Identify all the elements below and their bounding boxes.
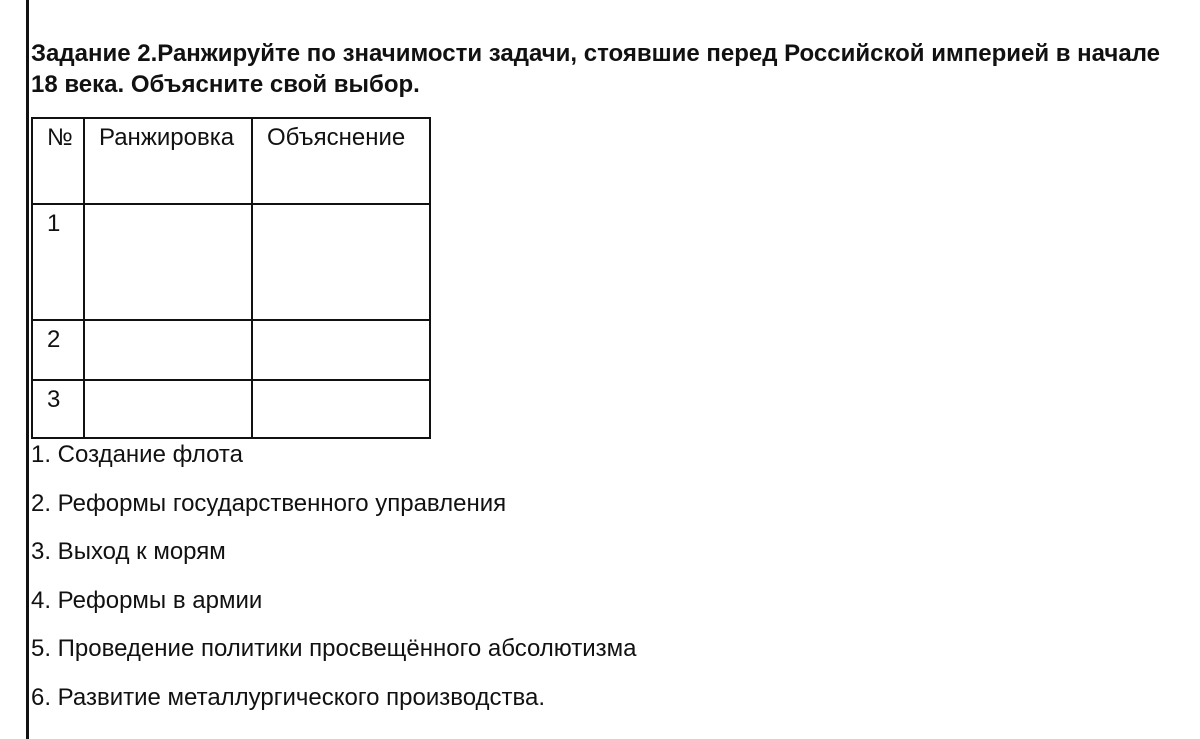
row-num: 3 [32, 380, 84, 438]
list-item: 4. Реформы в армии [31, 586, 263, 614]
list-item: 5. Проведение политики просвещённого абсолютизма [31, 635, 637, 662]
list-item: 2. Реформы государственного управления [31, 489, 507, 517]
rank-cell[interactable] [84, 380, 252, 438]
list-item: 1. Создание флота [31, 441, 243, 468]
task-options-list [31, 438, 637, 729]
list-item: 6. Развитие металлургического производства. [31, 683, 546, 711]
header-rank-label: Ранжировка [99, 124, 235, 151]
header-explanation: Объяснение [252, 118, 430, 204]
table-header-row [32, 118, 430, 204]
header-rank [84, 118, 252, 204]
explanation-cell[interactable] [252, 204, 430, 320]
header-num: № [32, 118, 84, 204]
row-num: 1 [32, 204, 84, 320]
list-item: 3. Выход к морям [31, 538, 226, 565]
table-row [32, 204, 430, 320]
table-row [32, 320, 430, 380]
left-margin-rule [26, 0, 29, 739]
explanation-cell[interactable] [252, 380, 430, 438]
rank-cell[interactable] [84, 204, 252, 320]
table-row [32, 380, 430, 438]
explanation-cell[interactable] [252, 320, 430, 380]
row-num: 2 [32, 320, 84, 380]
task-title: Задание 2.Ранжируйте по значимости задачи, стоявшие перед Российской империей в начале 18 века. Объясните свой выбор. [31, 40, 1160, 98]
rank-cell[interactable] [84, 320, 252, 380]
ranking-table [31, 117, 431, 439]
